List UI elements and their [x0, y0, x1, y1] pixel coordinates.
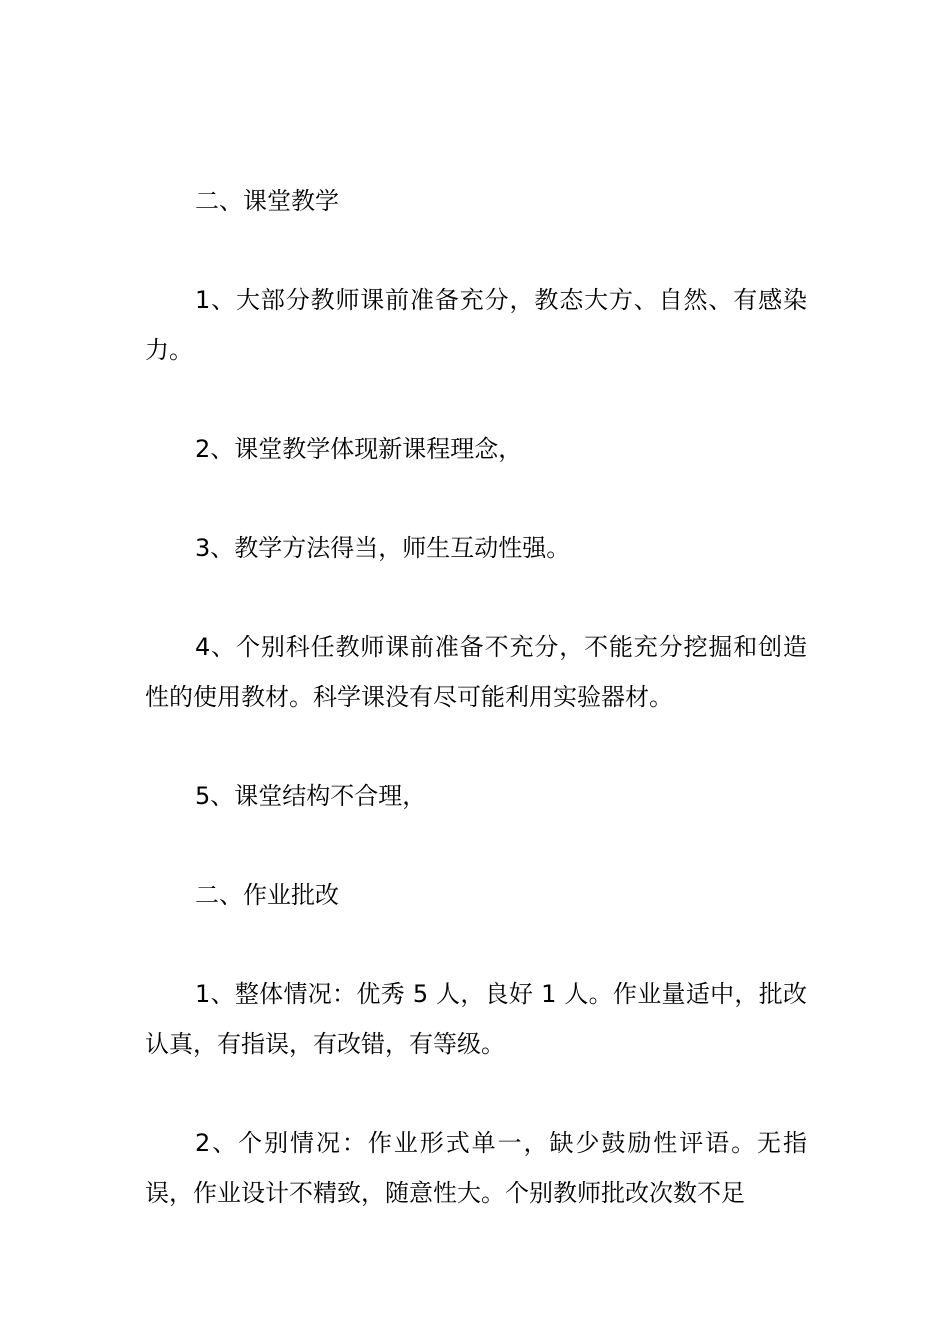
- paragraph-item-5: 5、课堂结构不合理，: [195, 782, 427, 810]
- paragraph-homework-overall: 1、整体情况：优秀 5 人，良好 1 人。作业量适中，批改认真，有指误，有改错，有等级。: [145, 980, 807, 1058]
- section-heading-classroom-teaching: 二、课堂教学: [195, 187, 339, 215]
- section-heading-homework-correction: 二、作业批改: [195, 881, 339, 909]
- paragraph-item-1: 1、大部分教师课前准备充分，教态大方、自然、有感染力。: [145, 286, 807, 364]
- paragraph-homework-individual: 2、个别情况：作业形式单一，缺少鼓励性评语。无指误，作业设计不精致，随意性大。个别教师批改次数不足: [145, 1129, 807, 1207]
- paragraph-item-2: 2、课堂教学体现新课程理念，: [195, 435, 523, 463]
- document-body: [145, 176, 807, 1267]
- paragraph-item-3: 3、教学方法得当，师生互动性强。: [195, 534, 571, 562]
- paragraph-item-4: 4、个别科任教师课前准备不充分，不能充分挖掘和创造性的使用教材。科学课没有尽可能利用实验器材。: [145, 633, 807, 711]
